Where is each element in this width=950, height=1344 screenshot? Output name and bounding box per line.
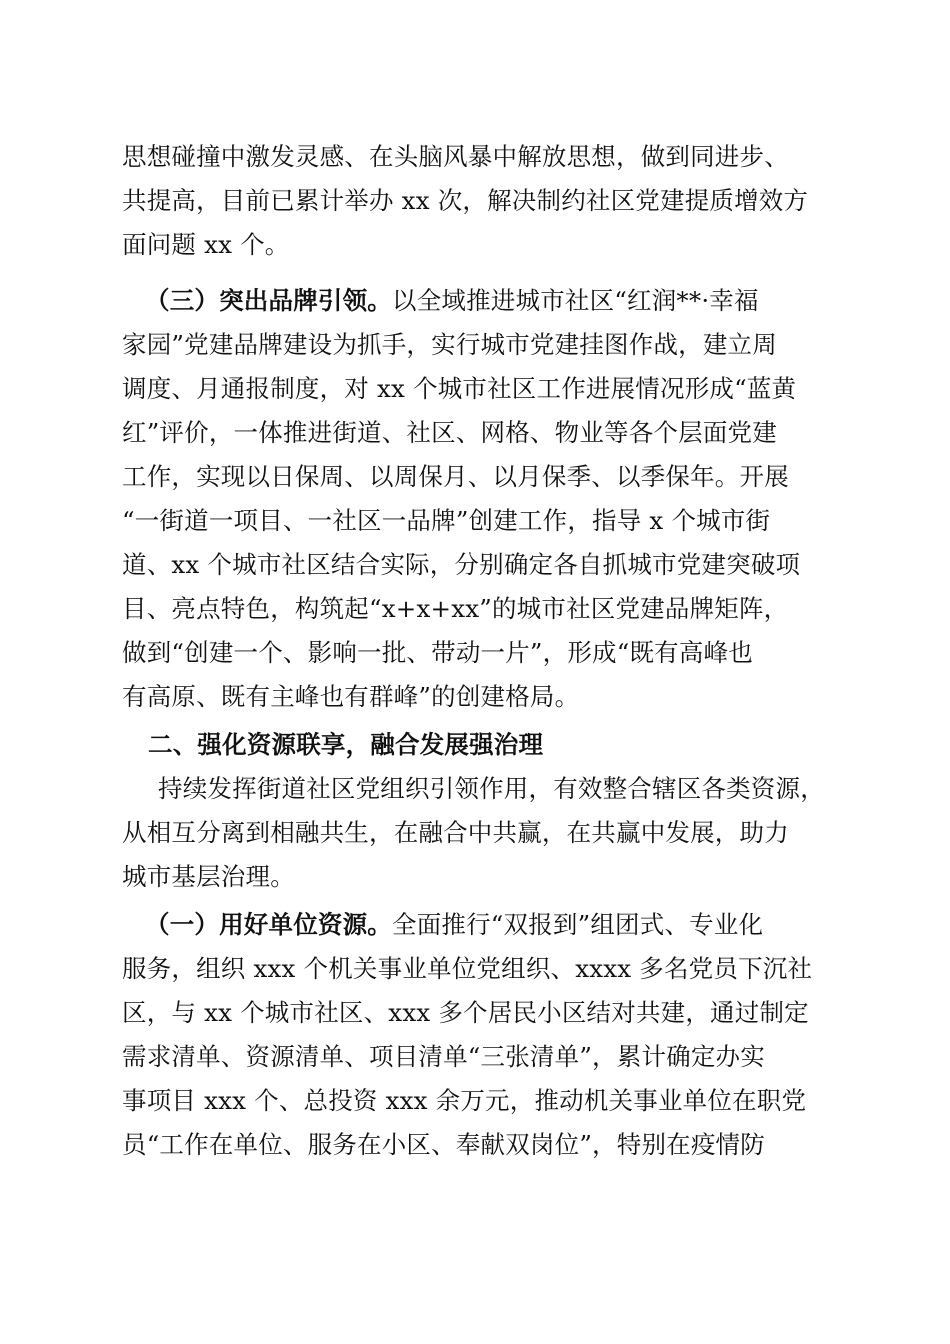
line-text: 思想碰撞中激发灵感、在头脑风暴中解放思想，做到同进步、 [122, 142, 789, 171]
body-text-line [122, 186, 832, 216]
body-text-line [122, 1130, 832, 1160]
line-text: 持续发挥街道社区党组织引领作用，有效整合辖区各类资源， [158, 774, 825, 803]
line-text: 家园”党建品牌建设为抓手，实行城市党建挂图作战，建立周 [122, 330, 777, 359]
body-text-line [122, 682, 832, 712]
body-text-line [122, 954, 832, 984]
line-text: 区，与 xx 个城市社区、xxx 多个居民小区结对共建，通过制定 [122, 998, 809, 1027]
line-text: 目、亮点特色，构筑起“x+x+xx”的城市社区党建品牌矩阵， [122, 594, 789, 623]
line-text: 服务，组织 xxx 个机关事业单位党组织、xxxx 多名党员下沉社 [122, 954, 813, 983]
line-text: 做到“创建一个、影响一批、带动一片”，形成“既有高峰也 [122, 638, 753, 667]
line-text: 面问题 xx 个。 [122, 230, 290, 259]
body-text-line [122, 374, 832, 404]
line-text: 全面推行“双报到”组团式、专业化 [392, 910, 764, 939]
body-text-line [122, 230, 832, 260]
section-heading [148, 730, 858, 760]
body-text-line [122, 418, 832, 448]
body-text-line [122, 1086, 832, 1116]
line-text: 需求清单、资源清单、项目清单“三张清单”，累计确定办实 [122, 1042, 765, 1071]
subsection-title: （一）用好单位资源。 [145, 910, 392, 939]
line-text: 从相互分离到相融共生，在融合中共赢，在共赢中发展，助力 [122, 818, 789, 847]
line-text: 红”评价，一体推进街道、社区、网格、物业等各个层面党建 [122, 418, 777, 447]
body-text-line [122, 550, 832, 580]
subsection-3-first-line [145, 286, 855, 316]
line-text: 员“工作在单位、服务在小区、奉献双岗位”，特别在疫情防 [122, 1130, 765, 1159]
body-text-line [122, 862, 832, 892]
heading-text: 二、强化资源联享，融合发展强治理 [148, 730, 544, 759]
body-text-line [122, 1042, 832, 1072]
body-text-line [122, 998, 832, 1028]
line-text: 共提高，目前已累计举办 xx 次，解决制约社区党建提质增效方 [122, 186, 809, 215]
body-text-line [122, 594, 832, 624]
body-text-line [122, 506, 832, 536]
body-text-line [158, 774, 868, 804]
line-text: 城市基层治理。 [122, 862, 295, 891]
body-text-line [122, 638, 832, 668]
line-text: 调度、月通报制度，对 xx 个城市社区工作进展情况形成“蓝黄 [122, 374, 797, 403]
subsection-title: （三）突出品牌引领。 [145, 286, 392, 315]
line-text: “一街道一项目、一社区一品牌”创建工作，指导 x 个城市街 [122, 506, 771, 535]
body-text-line [122, 818, 832, 848]
line-text: 道、xx 个城市社区结合实际，分别确定各自抓城市党建突破项 [122, 550, 801, 579]
subsection-1-first-line [145, 910, 855, 940]
body-text-line [122, 330, 832, 360]
body-text-line [122, 462, 832, 492]
line-text: 以全域推进城市社区“红润**·幸福 [392, 286, 759, 315]
line-text: 有高原、既有主峰也有群峰”的创建格局。 [122, 682, 580, 711]
line-text: 事项目 xxx 个、总投资 xxx 余万元，推动机关事业单位在职党 [122, 1086, 807, 1115]
line-text: 工作，实现以日保周、以周保月、以月保季、以季保年。开展 [122, 462, 789, 491]
body-text-line [122, 142, 832, 172]
